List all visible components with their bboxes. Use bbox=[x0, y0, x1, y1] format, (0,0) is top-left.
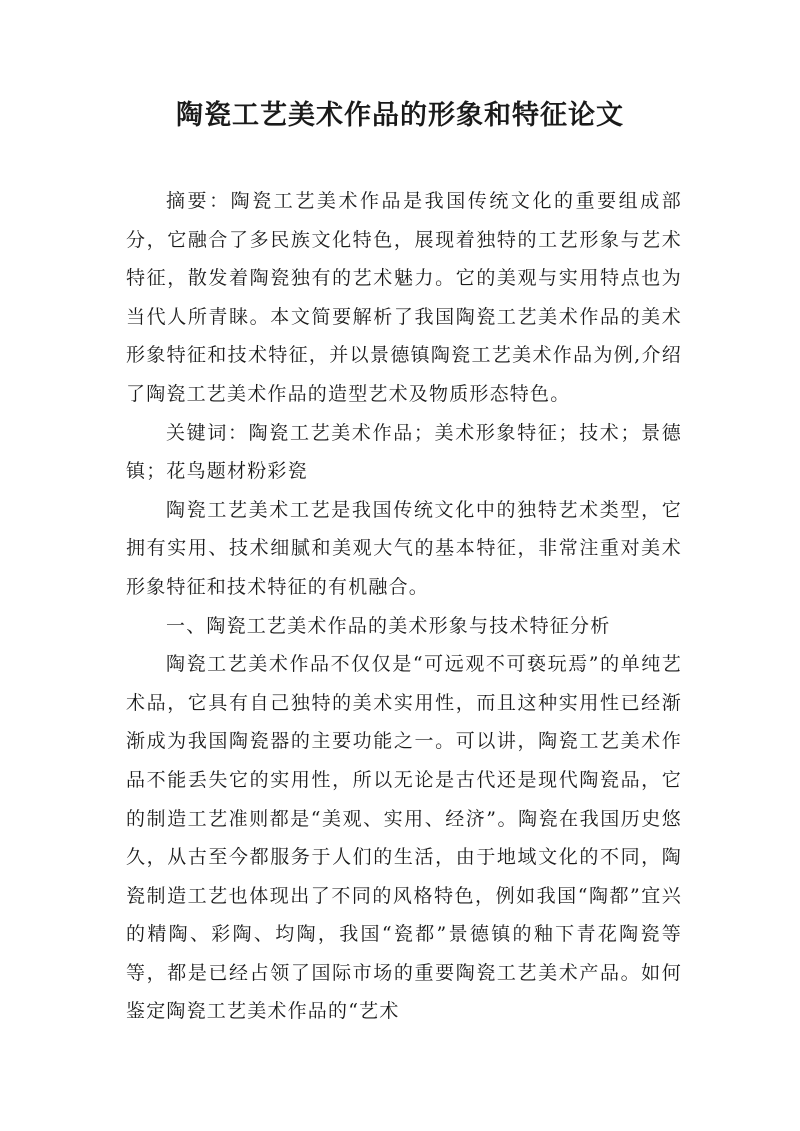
document-title: 陶瓷工艺美术作品的形象和特征论文 bbox=[176, 100, 624, 131]
section-heading: 一、陶瓷工艺美术作品的美术形象与技术特征分析 bbox=[166, 614, 611, 637]
abstract-paragraph: 摘要：陶瓷工艺美术作品是我国传统文化的重要组成部分，它融合了多民族文化特色，展现着独特的工艺形象与艺术特征，散发着陶瓷独有的艺术魅力。它的美观与实用特点也为当代人所青睐。本文简要解析了我国陶瓷工艺美术作品的美术形象特征和技术特征，并以景德镇陶瓷工艺美术作品为例,介绍了陶瓷工艺美术作品的造型艺术及物质形态特色。 bbox=[126, 190, 682, 405]
keywords-paragraph: 关键词：陶瓷工艺美术作品；美术形象特征；技术；景德镇；花鸟题材粉彩瓷 bbox=[126, 421, 682, 483]
body-paragraph: 陶瓷工艺美术作品不仅仅是“可远观不可亵玩焉”的单纯艺术品，它具有自己独特的美术实用性，而且这种实用性已经渐渐成为我国陶瓷器的主要功能之一。可以讲，陶瓷工艺美术作品不能丢失它的实用性，所以无论是古代还是现代陶瓷品，它的制造工艺准则都是“美观、实用、经济”。陶瓷在我国历史悠久，从古至今都服务于人们的生活，由于地域文化的不同，陶瓷制造工艺也体现出了不同的风格特色，例如我国“陶都”宜兴的精陶、彩陶、均陶，我国“瓷都”景德镇的釉下青花陶瓷等等，都是已经占领了国际市场的重要陶瓷工艺美术产品。如何鉴定陶瓷工艺美术作品的“艺术 bbox=[126, 653, 682, 1023]
intro-paragraph: 陶瓷工艺美术工艺是我国传统文化中的独特艺术类型，它拥有实用、技术细腻和美观大气的基本特征，非常注重对美术形象特征和技术特征的有机融合。 bbox=[126, 498, 682, 598]
document-body bbox=[126, 182, 682, 1031]
